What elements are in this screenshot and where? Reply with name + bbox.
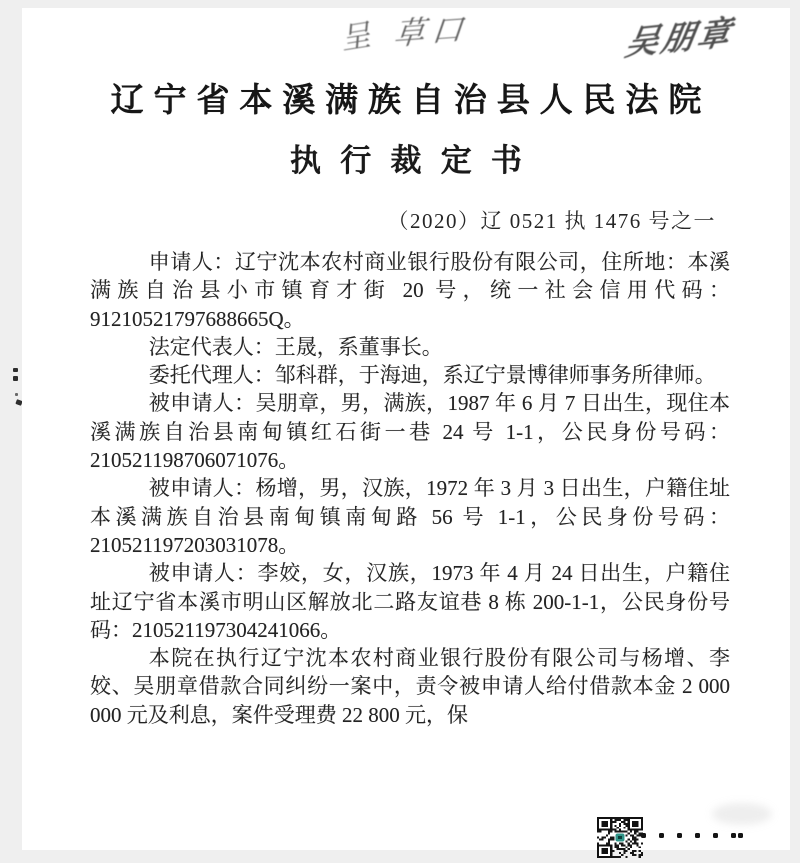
handwritten-mark-middle: 草口 bbox=[391, 11, 472, 52]
dot-row bbox=[641, 832, 743, 838]
dot bbox=[738, 833, 743, 838]
paragraph: 被申请人：吴朋章，男，满族，1987 年 6 月 7 日出生，现住本溪满族自治县南甸镇红石街一巷 24 号 1-1，公民身份号码：210521198706071076。 bbox=[90, 391, 730, 473]
dot bbox=[695, 833, 700, 838]
paragraph: 法定代表人：王晟，系董事长。 bbox=[148, 334, 443, 359]
dot bbox=[641, 833, 646, 838]
paragraph: 被申请人：李姣，女，汉族，1973 年 4 月 24 日出生，户籍住址辽宁省本溪市明山区解放北二路友谊巷 8 栋 200-1-1，公民身份号码：210521197304241066。 bbox=[90, 561, 730, 642]
dot bbox=[713, 833, 718, 838]
scan-speck bbox=[13, 376, 18, 381]
scan-smudge bbox=[712, 803, 772, 825]
document-page bbox=[22, 8, 790, 850]
scan-speck bbox=[15, 393, 18, 396]
court-name-title: 辽宁省本溪满族自治县人民法院 bbox=[110, 83, 712, 119]
scan-speck bbox=[13, 368, 18, 372]
paragraph: 申请人：辽宁沈本农村商业银行股份有限公司，住所地：本溪满族自治县小市镇育才街 20 号，统一社会信用代码：91210521797688665Q。 bbox=[90, 250, 730, 331]
handwritten-signature: 吴朋章 bbox=[622, 15, 737, 64]
paragraph: 委托代理人：邹科群，于海迪，系辽宁景博律师事务所律师。 bbox=[148, 363, 716, 388]
paragraph: 本院在执行辽宁沈本农村商业银行股份有限公司与杨增、李姣、吴朋章借款合同纠纷一案中，责令被申请人给付借款本金 2 000 000 元及利息，案件受理费 22 800 元，保 bbox=[90, 646, 730, 727]
case-number: （2020）辽 0521 执 1476 号之一 bbox=[387, 209, 716, 233]
document-title: 执行裁定书 bbox=[290, 143, 542, 178]
paragraph: 被申请人：杨增，男，汉族，1972 年 3 月 3 日出生，户籍住址本溪满族自治县南甸镇南甸路 56 号 1-1，公民身份号码：210521197203031078。 bbox=[90, 476, 730, 557]
dot bbox=[659, 833, 664, 838]
dot bbox=[731, 833, 736, 838]
document-body bbox=[90, 248, 730, 729]
handwritten-mark-left: 呈 bbox=[338, 18, 373, 57]
dot bbox=[677, 833, 682, 838]
qr-code-icon bbox=[597, 817, 643, 858]
